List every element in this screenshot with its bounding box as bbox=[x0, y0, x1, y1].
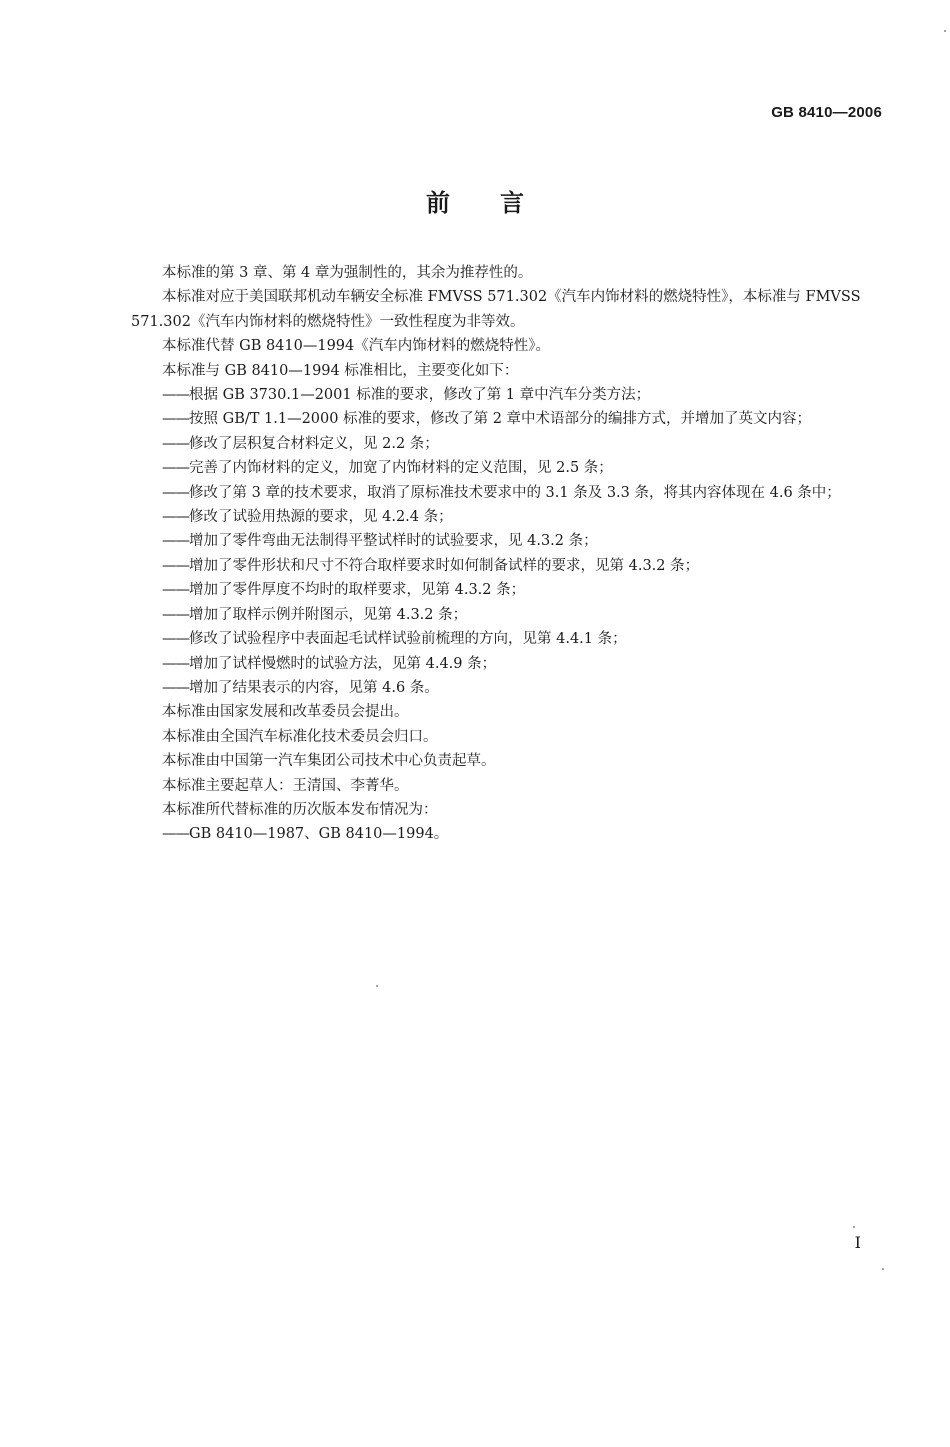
body-paragraph: 本标准所代替标准的历次版本发布情况为： bbox=[162, 801, 438, 818]
change-list-item bbox=[131, 432, 883, 456]
dash-mark: —— bbox=[162, 826, 189, 843]
change-list-item bbox=[131, 578, 883, 602]
list-item-text: 修改了试验程序中表面起毛试样试验前梳理的方向，见第 4.4.1 条； bbox=[189, 631, 627, 648]
dash-mark: —— bbox=[162, 655, 189, 672]
body-paragraph: 本标准代替 GB 8410—1994《汽车内饰材料的燃烧特性》。 bbox=[162, 338, 551, 355]
list-item-text: 增加了试样慢燃时的试验方法，见第 4.4.9 条； bbox=[189, 655, 497, 672]
change-list-item bbox=[131, 554, 883, 578]
list-item-text: 增加了取样示例并附图示，见第 4.3.2 条； bbox=[189, 606, 468, 623]
dash-mark: —— bbox=[162, 460, 189, 477]
page-title: 前言 bbox=[426, 189, 574, 217]
list-item-text: GB 8410—1987、GB 8410—1994。 bbox=[189, 826, 449, 843]
change-list-item bbox=[131, 383, 883, 407]
list-item-text: 增加了结果表示的内容，见第 4.6 条。 bbox=[189, 679, 439, 696]
change-list-item bbox=[131, 505, 883, 529]
dash-mark: —— bbox=[162, 631, 189, 648]
standard-code: GB 8410—2006 bbox=[771, 104, 882, 121]
dash-mark: —— bbox=[162, 387, 189, 404]
list-item-text: 增加了零件弯曲无法制得平整试样时的试验要求，见 4.3.2 条； bbox=[189, 533, 598, 550]
list-item-text: 增加了零件厚度不均时的取样要求，见第 4.3.2 条； bbox=[189, 582, 526, 599]
scan-speck bbox=[376, 985, 378, 987]
scan-speck bbox=[853, 1226, 855, 1228]
change-list-item bbox=[131, 652, 883, 676]
list-item-text: 修改了第 3 章的技术要求，取消了原标准技术要求中的 3.1 条及 3.3 条，将其内容体现在 4.6 条中； bbox=[189, 484, 841, 501]
body-paragraph: 本标准主要起草人：王清国、李菁华。 bbox=[162, 777, 409, 794]
dash-mark: —— bbox=[162, 606, 189, 623]
scan-speck bbox=[882, 1268, 884, 1270]
scan-speck bbox=[944, 30, 946, 32]
body-paragraph: 本标准由国家发展和改革委员会提出。 bbox=[162, 704, 409, 721]
dash-mark: —— bbox=[162, 509, 189, 526]
change-list-item bbox=[131, 603, 883, 627]
change-list-item bbox=[131, 407, 883, 431]
body-paragraph: 本标准的第 3 章、第 4 章为强制性的，其余为推荐性的。 bbox=[162, 265, 533, 281]
list-item-text: 根据 GB 3730.1—2001 标准的要求，修改了第 1 章中汽车分类方法； bbox=[189, 387, 651, 404]
change-list-item bbox=[131, 676, 883, 700]
change-list-item bbox=[131, 481, 883, 505]
list-item-text: 按照 GB/T 1.1—2000 标准的要求，修改了第 2 章中术语部分的编排方式，并增加了英文内容； bbox=[189, 411, 812, 428]
dash-mark: —— bbox=[162, 582, 189, 599]
dash-mark: —— bbox=[162, 484, 189, 501]
dash-mark: —— bbox=[162, 679, 189, 696]
change-list-item bbox=[131, 529, 883, 553]
change-list-item bbox=[131, 456, 883, 480]
dash-mark: —— bbox=[162, 533, 189, 550]
body-paragraph: 本标准与 GB 8410—1994 标准相比，主要变化如下： bbox=[162, 362, 519, 379]
body-paragraph: 本标准由中国第一汽车集团公司技术中心负责起草。 bbox=[162, 753, 496, 770]
list-item-text: 增加了零件形状和尺寸不符合取样要求时如何制备试样的要求，见第 4.3.2 条； bbox=[189, 557, 700, 574]
list-item-text: 修改了试验用热源的要求，见 4.2.4 条； bbox=[189, 509, 453, 526]
dash-mark: —— bbox=[162, 411, 189, 428]
page-number: I bbox=[854, 1233, 861, 1252]
list-item-text: 修改了层积复合材料定义，见 2.2 条； bbox=[189, 435, 439, 452]
dash-mark: —— bbox=[162, 557, 189, 574]
body-paragraph: 本标准由全国汽车标准化技术委员会归口。 bbox=[162, 728, 438, 745]
list-item-text: 完善了内饰材料的定义，加宽了内饰材料的定义范围，见 2.5 条； bbox=[189, 460, 613, 477]
change-list-item bbox=[131, 822, 883, 846]
change-list-item bbox=[131, 627, 883, 651]
foreword-body bbox=[131, 261, 883, 847]
body-paragraph: 本标准对应于美国联邦机动车辆安全标准 FMVSS 571.302《汽车内饰材料的燃烧特性》，本标准与 FMVSS 571.302《汽车内饰材料的燃烧特性》一致性程度为非等效。 bbox=[131, 289, 861, 330]
dash-mark: —— bbox=[162, 435, 189, 452]
